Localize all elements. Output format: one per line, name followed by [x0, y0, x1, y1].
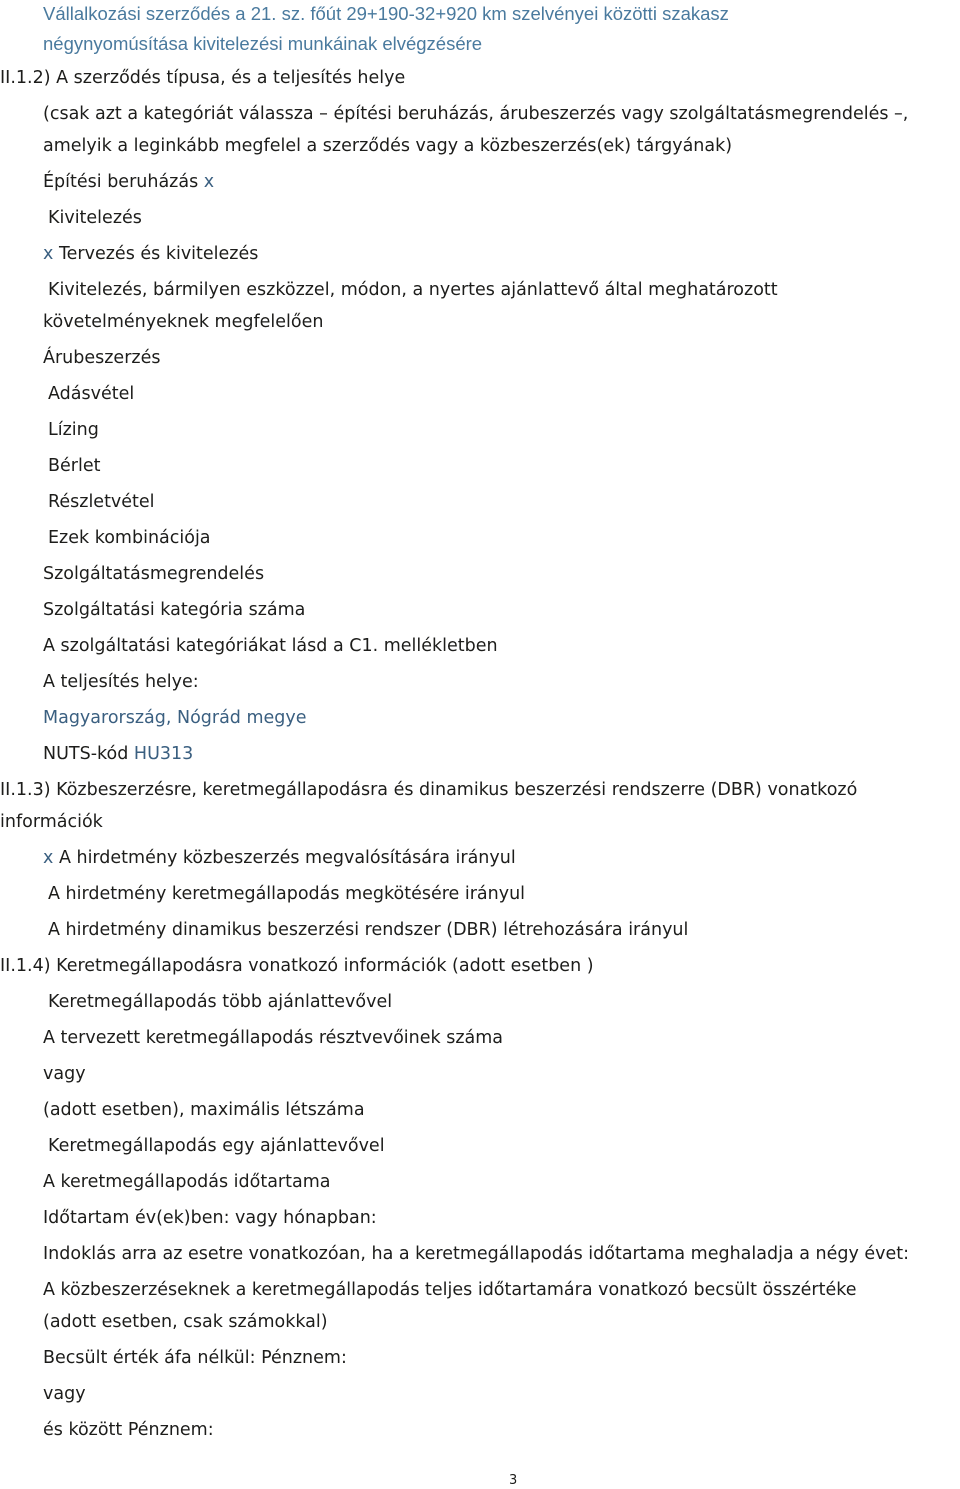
- design-execution-option: [43, 243, 258, 265]
- header-title-line-1: Vállalkozási szerződés a 21. sz. főút 29+190-32+920 km szelvényei közötti szakasz: [43, 3, 729, 24]
- place-label: A teljesítés helye:: [43, 672, 199, 692]
- value-ex-vat-label: Becsült érték áfa nélkül: Pénznem:: [43, 1348, 347, 1368]
- section-heading-ii-1-3-line-2: információk: [0, 812, 103, 832]
- purchase-option: Adásvétel: [48, 384, 135, 404]
- place-value: Magyarország, Nógrád megye: [43, 708, 307, 728]
- or-text-1: vagy: [43, 1064, 86, 1084]
- duration-label: A keretmegállapodás időtartama: [43, 1172, 331, 1192]
- single-operator-option: Keretmegállapodás egy ajánlattevővel: [48, 1136, 385, 1156]
- any-means-option-line-1: Kivitelezés, bármilyen eszközzel, módon, a nyertes ajánlattevő által meghatározott: [48, 280, 778, 300]
- service-category-label: Szolgáltatási kategória száma: [43, 600, 306, 620]
- several-operators-option: Keretmegállapodás több ajánlattevővel: [48, 992, 393, 1012]
- maximum-number-label: (adott esetben), maximális létszáma: [43, 1100, 365, 1120]
- header-title-line-2: négynyomúsítása kivitelezési munkáinak elvégzésére: [43, 33, 483, 54]
- supplies-option: Árubeszerzés: [43, 348, 161, 368]
- procurement-option: [43, 847, 516, 869]
- section-heading-ii-1-2: II.1.2) A szerződés típusa, és a teljesítés helye: [0, 68, 406, 88]
- hire-purchase-option: Részletvétel: [48, 492, 155, 512]
- participants-label: A tervezett keretmegállapodás résztvevőinek száma: [43, 1028, 503, 1048]
- service-category-note: A szolgáltatási kategóriákat lásd a C1. mellékletben: [43, 636, 498, 656]
- services-option: Szolgáltatásmegrendelés: [43, 564, 265, 584]
- lease-option: Lízing: [48, 420, 99, 440]
- nuts-label: NUTS-kód: [43, 744, 129, 764]
- nuts-value: HU313: [133, 744, 194, 764]
- category-note-line-1: (csak azt a kategóriát válassza – építési beruházás, árubeszerzés vagy szolgáltatásmegrendelés –,: [43, 104, 909, 124]
- range-between-label: és között Pénznem:: [43, 1420, 214, 1440]
- category-note-line-2: amelyik a leginkább megfelel a szerződés vagy a közbeszerzés(ek) tárgyának): [43, 136, 733, 156]
- rental-option: Bérlet: [48, 456, 101, 476]
- section-heading-ii-1-3-line-1: II.1.3) Közbeszerzésre, keretmegállapodásra és dinamikus beszerzési rendszerre (DBR) vonatkozó: [0, 780, 858, 800]
- works-selected-mark: x: [203, 172, 215, 192]
- procurement-selected-mark: x: [43, 848, 54, 868]
- procurement-option-label: A hirdetmény közbeszerzés megvalósítására irányul: [58, 848, 516, 868]
- design-execution-label: Tervezés és kivitelezés: [58, 244, 259, 264]
- section-heading-ii-1-4: II.1.4) Keretmegállapodásra vonatkozó információk (adott esetben ): [0, 956, 594, 976]
- or-text-2: vagy: [43, 1384, 86, 1404]
- duration-unit-label: Időtartam év(ek)ben: vagy hónapban:: [43, 1208, 377, 1228]
- estimated-value-label-line-1: A közbeszerzéseknek a keretmegállapodás teljes időtartamára vonatkozó becsült összértéke: [43, 1280, 857, 1300]
- any-means-option-line-2: követelményeknek megfelelően: [43, 312, 324, 332]
- design-selected-mark: x: [43, 244, 54, 264]
- framework-option: A hirdetmény keretmegállapodás megkötésére irányul: [48, 884, 526, 904]
- works-label: Építési beruházás: [43, 172, 199, 192]
- dps-option: A hirdetmény dinamikus beszerzési rendszer (DBR) létrehozására irányul: [48, 920, 689, 940]
- justification-label: Indoklás arra az esetre vonatkozóan, ha a keretmegállapodás időtartama meghaladja a négy évet:: [43, 1244, 910, 1264]
- nuts-code: [43, 743, 193, 765]
- execution-option: Kivitelezés: [48, 208, 142, 228]
- page-number: 3: [509, 1473, 518, 1488]
- estimated-value-label-line-2: (adott esetben, csak számokkal): [43, 1312, 328, 1332]
- combination-option: Ezek kombinációja: [48, 528, 211, 548]
- works-option: [43, 171, 214, 193]
